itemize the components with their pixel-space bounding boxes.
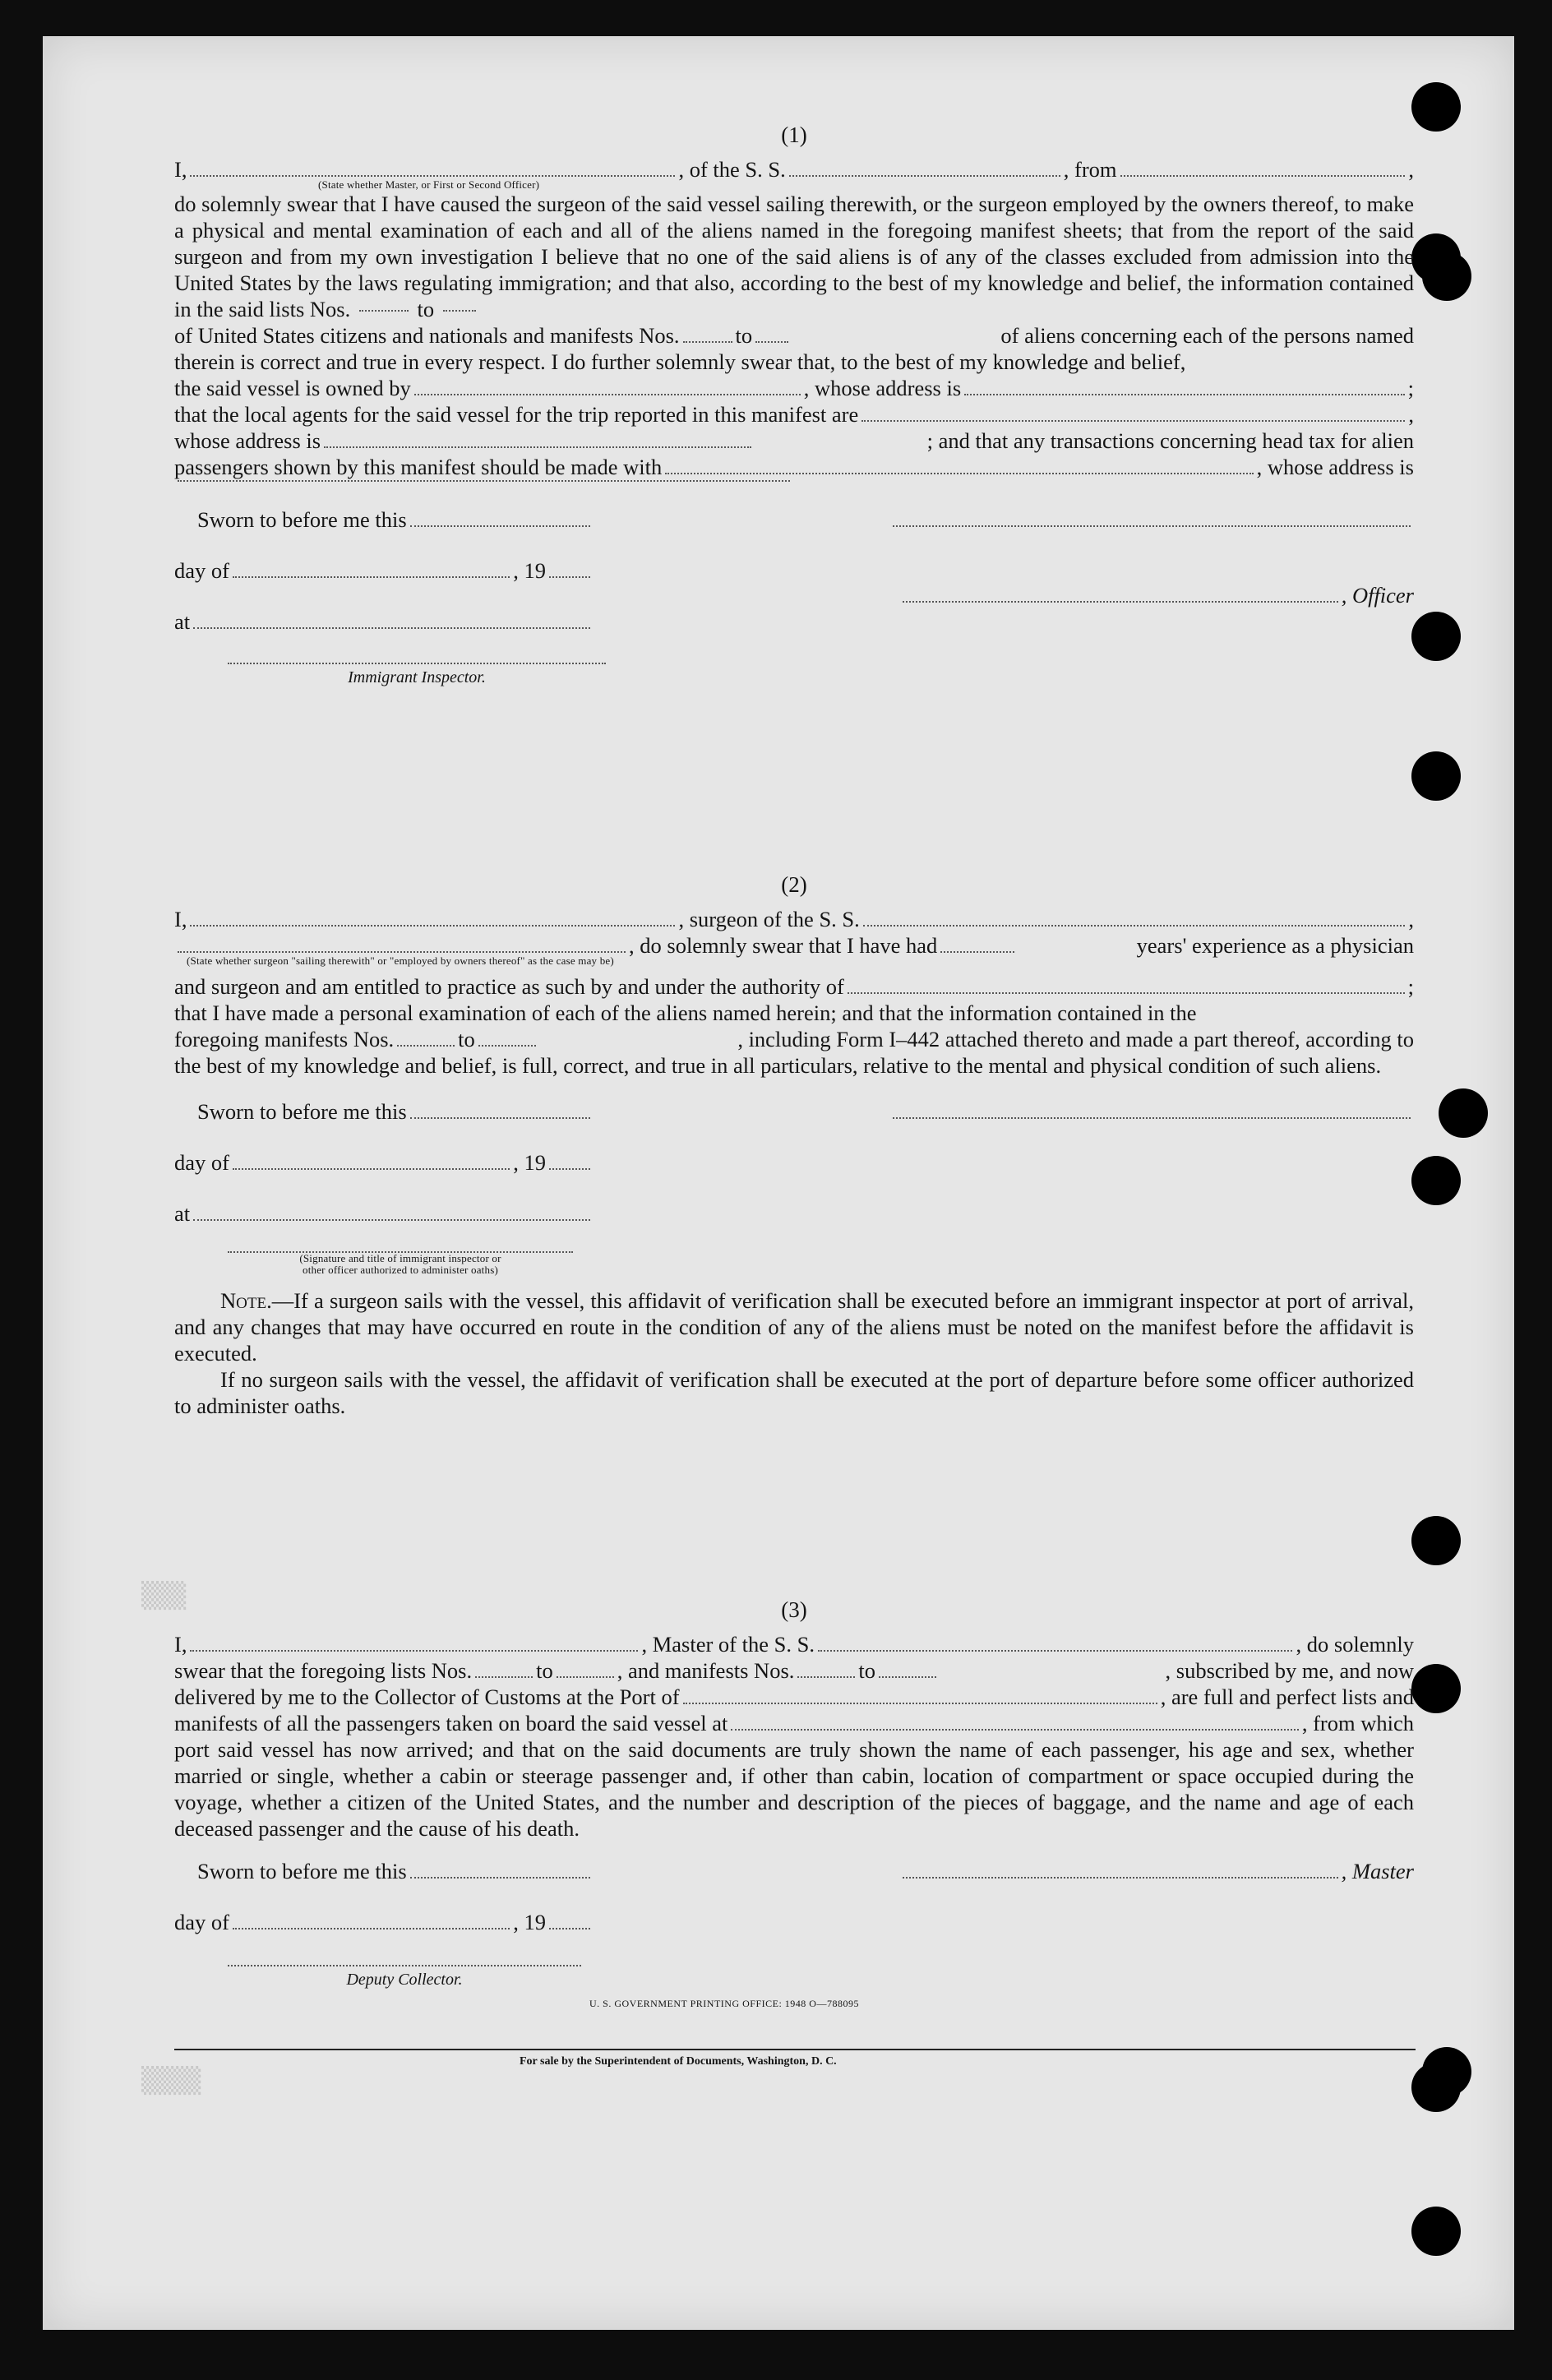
port-of-field[interactable] <box>683 1703 1157 1704</box>
sworn-day-field[interactable] <box>410 1117 590 1119</box>
master-manifests-from-field[interactable] <box>797 1676 855 1678</box>
surgeon-manifests-from-field[interactable] <box>397 1045 455 1047</box>
punch-hole-8 <box>1411 1516 1461 1565</box>
owner-field[interactable] <box>414 394 801 395</box>
head-tax-contact-field[interactable] <box>665 473 1253 474</box>
section1-body: do solemnly swear that I have caused the surgeon of the said vessel sailing therewith, or the surgeon employed by the owners thereof, to make a physical and mental examination of each and all of the aliens named in the foregoing manifest sheets; that from the report of the said surgeon and from my own investigation I believe that no one of the said aliens is of any of the classes excluded from admission into the United States by the laws regulating immigration; and that also, according to the best of my knowledge and belief, the information contained in the said lists Nos. to <box>174 192 1414 321</box>
bleed-through-mark: ▒▒▒▒ <box>141 2067 201 2096</box>
officer-label: , Officer <box>1341 583 1414 608</box>
section-number: (1) <box>781 122 807 147</box>
surgeon-signature-field[interactable] <box>893 1117 1411 1119</box>
punch-hole-1 <box>1411 82 1461 132</box>
boarding-port-field[interactable] <box>731 1729 1299 1731</box>
punch-hole-11 <box>1411 2063 1461 2112</box>
master-label: , Master <box>1341 1859 1414 1883</box>
sworn-year-field[interactable] <box>549 1168 590 1170</box>
master-name-field[interactable] <box>190 1650 638 1652</box>
note-paragraph: Note.—If a surgeon sails with the vessel, this affidavit of verification shall be executed before an immigrant inspector at port of arrival, and any changes that may have occurred en route in the condition of any of the aliens must be noted on the manifest before the affidavit is executed. <box>174 1288 1414 1366</box>
agents-address-field[interactable] <box>324 446 751 448</box>
footer-rule <box>174 2049 1416 2050</box>
punch-hole-7 <box>1411 1156 1461 1205</box>
officer-caption: (State whether Master, or First or Second Officer) <box>318 178 540 191</box>
surgeon-status-field[interactable] <box>178 951 626 953</box>
punch-hole-3 <box>1422 252 1471 301</box>
surgeon-manifests-to-field[interactable] <box>478 1045 536 1047</box>
officer-signature-field[interactable] <box>903 601 1338 603</box>
sworn-year-field[interactable] <box>549 576 590 578</box>
form-sheet <box>43 36 1514 2330</box>
surgeon-name-field[interactable] <box>190 925 675 927</box>
surgeon-vessel-field[interactable] <box>863 925 1406 927</box>
affidavit-section-2: (2) I, , surgeon of the S. S. , , do solemnly swear that I have had years' experience as a physician (State whether surgeon "sailing therewith" or "employed by owners thereof" as the case may be) and surgeon and am entitled to practice as such by and under the authority of ; that I have made a personal examination of each of the aliens named herein; and that the information contained in the foregoing manifests Nos. to , including Form I–442 attached thereto and made a part thereof, according to the best of my knowledge and belief, is full, correct, and true in all particulars, relative to the mental and physical condition of such aliens. Sworn to before me this day of , 19 at (Signature and title of immigrant inspector or other officer authorized to administer oaths) Note.—If a surgeon sails with the vessel, this affidavit of verification shall be executed before an immigrant inspector at port of arrival, and any changes that may have occurred en route in the condition of any of the aliens must be noted on the manifest before the affidavit is executed. If no surgeon sails with the vessel, the affidavit of verification shall be executed at the port of departure before some officer authorized to administer oaths. <box>174 872 1414 1418</box>
officer-name-field[interactable] <box>190 175 675 177</box>
punch-hole-4 <box>1411 612 1461 661</box>
punch-hole-6 <box>1439 1088 1488 1138</box>
master-lists-from-field[interactable] <box>475 1676 533 1678</box>
local-agents-field[interactable] <box>861 420 1405 422</box>
punch-hole-5 <box>1411 751 1461 801</box>
sworn-day-field[interactable] <box>410 1877 590 1879</box>
master-lists-to-field[interactable] <box>557 1676 614 1678</box>
sworn-at-field[interactable] <box>193 1219 590 1221</box>
sworn-year-field[interactable] <box>549 1928 590 1929</box>
sworn-at-field[interactable] <box>193 627 590 629</box>
officer-line: I, , of the S. S. , from , <box>174 157 1414 182</box>
deputy-label: Deputy Collector. <box>346 1971 463 1989</box>
surgeon-caption: (State whether surgeon "sailing therewith" or "employed by owners thereof" as the case may be) <box>187 954 614 967</box>
vessel-name-field[interactable] <box>789 175 1060 177</box>
sworn-month-field[interactable] <box>233 576 510 578</box>
master-signature-field[interactable] <box>903 1877 1338 1879</box>
sworn-month-field[interactable] <box>233 1928 510 1929</box>
gpo-imprint: U. S. GOVERNMENT PRINTING OFFICE: 1948 O—788095 <box>589 1998 859 2009</box>
from-port-field[interactable] <box>1120 175 1406 177</box>
sworn-day-field[interactable] <box>410 525 590 527</box>
affidavit-section-1: (1) I, , of the S. S. , from , (State whether Master, or First or Second Officer) do solemnly swear that I have caused the surgeon of the said vessel sailing therewith, or the surgeon employed by the owners thereof, to make a physical and mental examination of each and all of the aliens named in the foregoing manifest sheets; that from the report of the said surgeon and from my own investigation I believe that no one of the said aliens is of any of the classes excluded from admission into the United States by the laws regulating immigration; and that also, according to the best of my knowledge and belief, the information contained in the said lists Nos. to of United States citizens and nationals and manifests Nos. to of aliens concerning each of the persons named therein is correct and true in every respect. I do further solemnly swear that, to the best of my knowledge and belief, the said vessel is owned by , whose address is ; that the local agents for the said vessel for the trip reported in this manifest are , whose address is ; and that any transactions concerning head tax for alien passengers shown by this manifest should be made with , whose address is Sworn to before me this day of , 19 , Officer at Immigrant Inspector. <box>174 122 1414 691</box>
lists-from-field[interactable] <box>359 310 409 312</box>
authority-field[interactable] <box>848 992 1405 994</box>
bleed-through-mark: ▒▒▒ <box>141 1582 187 1611</box>
head-tax-address-field[interactable] <box>178 480 790 482</box>
section-number: (2) <box>781 872 807 897</box>
lists-to-field[interactable] <box>443 310 476 312</box>
owner-address-field[interactable] <box>964 394 1404 395</box>
note-paragraph-2: If no surgeon sails with the vessel, the affidavit of verification shall be executed at the port of departure before some officer authorized to administer oaths. <box>174 1367 1414 1418</box>
punch-hole-9 <box>1411 1664 1461 1713</box>
master-manifests-to-field[interactable] <box>879 1676 936 1678</box>
officer-signature-line-top[interactable] <box>893 525 1411 527</box>
sworn-month-field[interactable] <box>233 1168 510 1170</box>
inspector-label: Immigrant Inspector. <box>348 668 486 686</box>
manifests-to-field[interactable] <box>755 341 788 343</box>
manifests-from-field[interactable] <box>683 341 732 343</box>
section-number: (3) <box>781 1597 807 1622</box>
affidavit-section-3: (3) I, , Master of the S. S. , do solemnly swear that the foregoing lists Nos. to , and manifests Nos. to , subscribed by me, and now delivered by me to the Collector of Customs at the Port of , are full and perfect lists and manifests of all the passengers taken on board the said vessel at , from which port said vessel has now arrived; and that on the said documents are truly shown the name of each passenger, his age and sex, whether married or single, whether a cabin or steerage passenger and, if other than cabin, location of compartment or space occupied during the voyage, whether a citizen of the United States, and the number and description of the pieces of baggage, and the name and age of each deceased passenger and the cause of his death. Sworn to before me this , Master day of , 19 Deputy Collector. <box>174 1597 1414 1993</box>
years-experience-field[interactable] <box>940 951 1014 953</box>
punch-hole-12 <box>1411 2207 1461 2256</box>
for-sale-notice: For sale by the Superintendent of Documents, Washington, D. C. <box>520 2055 837 2068</box>
master-vessel-field[interactable] <box>818 1650 1292 1652</box>
